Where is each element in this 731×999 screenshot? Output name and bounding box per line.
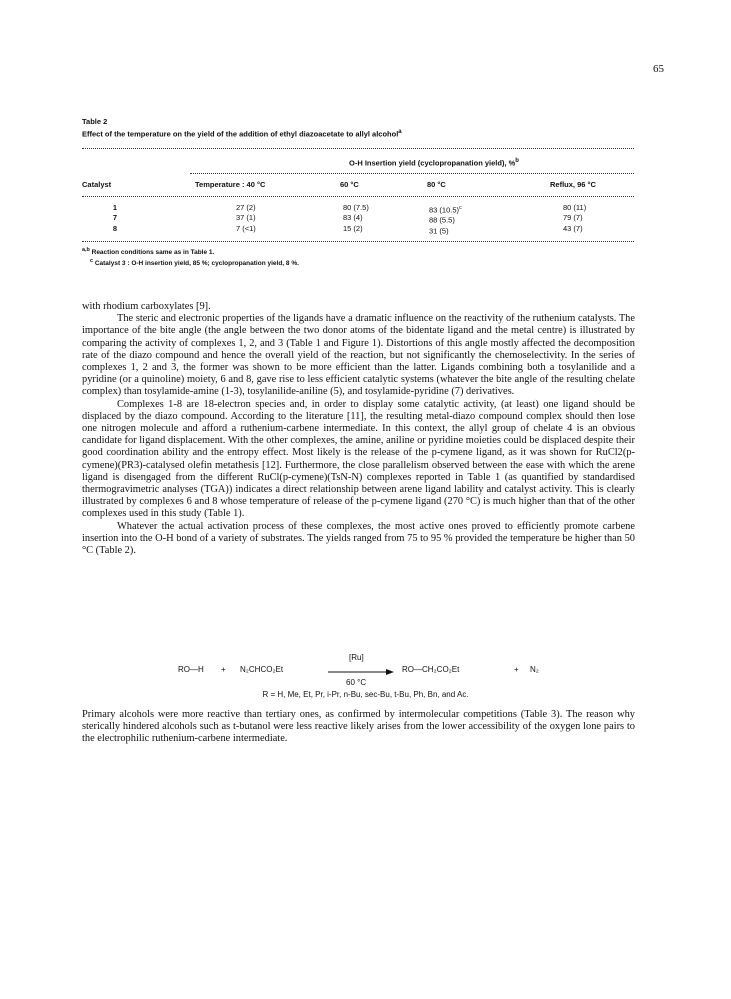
paragraph: The steric and electronic properties of the ligands have a dramatic influence on the reactivity of the ruthenium catalysts. The importance of the bite angle (the angle between the two donor atoms of the bidentate ligand and the metal centre) is illustrated by comparing the activity of complexes 1, 2, and 3 (Table 1 and Figure 1). Distortions of this angle mostly affected the decomposition rate of the diazo compound and hence the overall yield of the reaction, but not significantly the chemoselectivity. In the series of complexes 1, 2 and 3, the former was shown to be more efficient than the latter. Ligands combining both a tosylanilide and a pyridine (or a quinoline) moiety, 6 and 8, gave rise to less efficient catalytic systems (whatever the bite angle of the resulting chelate complex) than tosylamide-amine (1-3), tosylanilide-aniline (5), and tosylamide-pyridine (7) derivatives. <box>82 313 635 398</box>
yield-reflux: 43 (7) <box>563 223 583 233</box>
catalyst-id: 1 <box>112 203 118 212</box>
yield-40: 7 (<1) <box>236 223 256 233</box>
table-caption: Effect of the temperature on the yield of the addition of ethyl diazoacetate to allyl alcohol$^a$ <box>82 129 402 139</box>
table-footnotes <box>82 246 634 268</box>
table-row <box>82 213 634 223</box>
plus-sign: + <box>514 665 519 674</box>
reaction-scheme <box>0 650 731 700</box>
table-sub-rule <box>190 173 634 174</box>
reactant-alcohol: RO—H <box>178 665 204 674</box>
col-header-80: 80 °C <box>427 180 446 189</box>
product-nitrogen: N₂ <box>530 665 539 674</box>
caption-mark: a <box>398 129 402 135</box>
yield-80: 88 (5.5) <box>429 215 455 225</box>
col-header-60: 60 °C <box>340 180 359 189</box>
yield-40: 37 (1) <box>236 213 256 223</box>
product-ether: RO—CH₂CO₂Et <box>402 665 460 674</box>
yield-60: 83 (4) <box>343 213 363 223</box>
table-row <box>82 203 634 213</box>
paragraph: Whatever the actual activation process of these complexes, the most active ones proved to efficiently promote carbene insertion into the O-H bond of a variety of substrates. The yields ranged from 75 to 95 % provided the temperature be higher than 50 °C (Table 2). <box>82 520 635 557</box>
catalyst-id: 7 <box>112 213 118 223</box>
condition-label: 60 °C <box>346 678 367 687</box>
col-header-catalyst: Catalyst <box>82 180 112 189</box>
table-bottom-rule <box>82 241 634 242</box>
table-top-rule <box>82 148 634 149</box>
col-header-40: Temperature : 40 °C <box>195 180 266 189</box>
table-row <box>82 224 634 234</box>
table-header-row <box>82 180 634 190</box>
paragraph: Primary alcohols were more reactive than tertiary ones, as confirmed by intermolecular competitions (Table 3). The reason why sterically hindered alcohols such as t-butanol were less reactive likely arises from the lower accessibility of the oxygen lone pairs to the electrophilic ruthenium-carbene intermediate. <box>82 709 635 745</box>
body-text <box>82 301 635 557</box>
yield-80: 31 (5) <box>429 226 449 236</box>
yield-reflux: 80 (11) <box>563 203 587 212</box>
r-group-definition: R = H, Me, Et, Pr, i-Pr, n-Bu, sec-Bu, t-Bu, Ph, Bn, and Ac. <box>262 690 469 699</box>
yield-60: 15 (2) <box>343 223 363 233</box>
table-body <box>82 203 634 234</box>
yield-reflux: 79 (7) <box>563 213 583 223</box>
yield-80: 83 $(10.5)^c$ <box>429 205 462 215</box>
footnote-c: $^c$ Catalyst 3 : O-H insertion yield, 85 %; cyclopropanation yield, 8 %. <box>90 258 299 268</box>
table-header-rule <box>82 196 634 197</box>
footnote-ab: $^{a,b}$ Reaction conditions same as in Table 1. <box>82 246 215 257</box>
reactant-diazoacetate: N₂CHCO₂Et <box>240 665 284 674</box>
table-group-header: O-H Insertion yield (cyclopropanation yield), %$^b$ <box>349 157 519 167</box>
paragraph: Complexes 1-8 are 18-electron species and, in order to display some catalytic activity, (at least) one ligand should be displaced by the diazo compound. According to the literature [11], the resulting metal-diazo compound complex should then lose one nitrogen molecule and afford a ruthenium-carbene intermediate. In this context, the allyl group of chelate 4 is an obvious candidate for ligand displacement. With the other complexes, the amine, aniline or pyridine moieties could be displaced despite their good coordination ability and the entropy effect. Most likely is the release of the p-cymene ligand, as it was shown for RuCl2(p-cymene)(PR3)-catalysed olefin metathesis [12]. Furthermore, the close parallelism observed between the ease with which the arene ligand is disengaged from the different RuCl(p-cymene)(TsN-N) complexes reported in Table 1 (as quantified by standardised thermogravimetric analyses (TGA)) indicates a direct relationship between arene ligand lability and catalyst activity. This is clearly illustrated by complexes 6 and 8 whose temperature of release of the p-cymene ligand (270 °C) is much higher than that of the other complexes used in this study (Table 1). <box>82 398 635 520</box>
plus-sign: + <box>221 665 226 674</box>
table-label: Table 2 <box>82 117 108 126</box>
reaction-arrow-icon <box>328 668 394 676</box>
page-number: 65 <box>653 63 664 75</box>
catalyst-label: [Ru] <box>349 653 364 662</box>
table-2 <box>82 117 634 268</box>
col-header-reflux: Reflux, 96 °C <box>550 180 596 189</box>
catalyst-id: 8 <box>112 223 118 233</box>
yield-60: 80 (7.5) <box>343 203 369 212</box>
closing-text <box>82 709 635 746</box>
paragraph: with rhodium carboxylates [9]. <box>82 301 211 312</box>
yield-40: 27 (2) <box>236 203 256 212</box>
